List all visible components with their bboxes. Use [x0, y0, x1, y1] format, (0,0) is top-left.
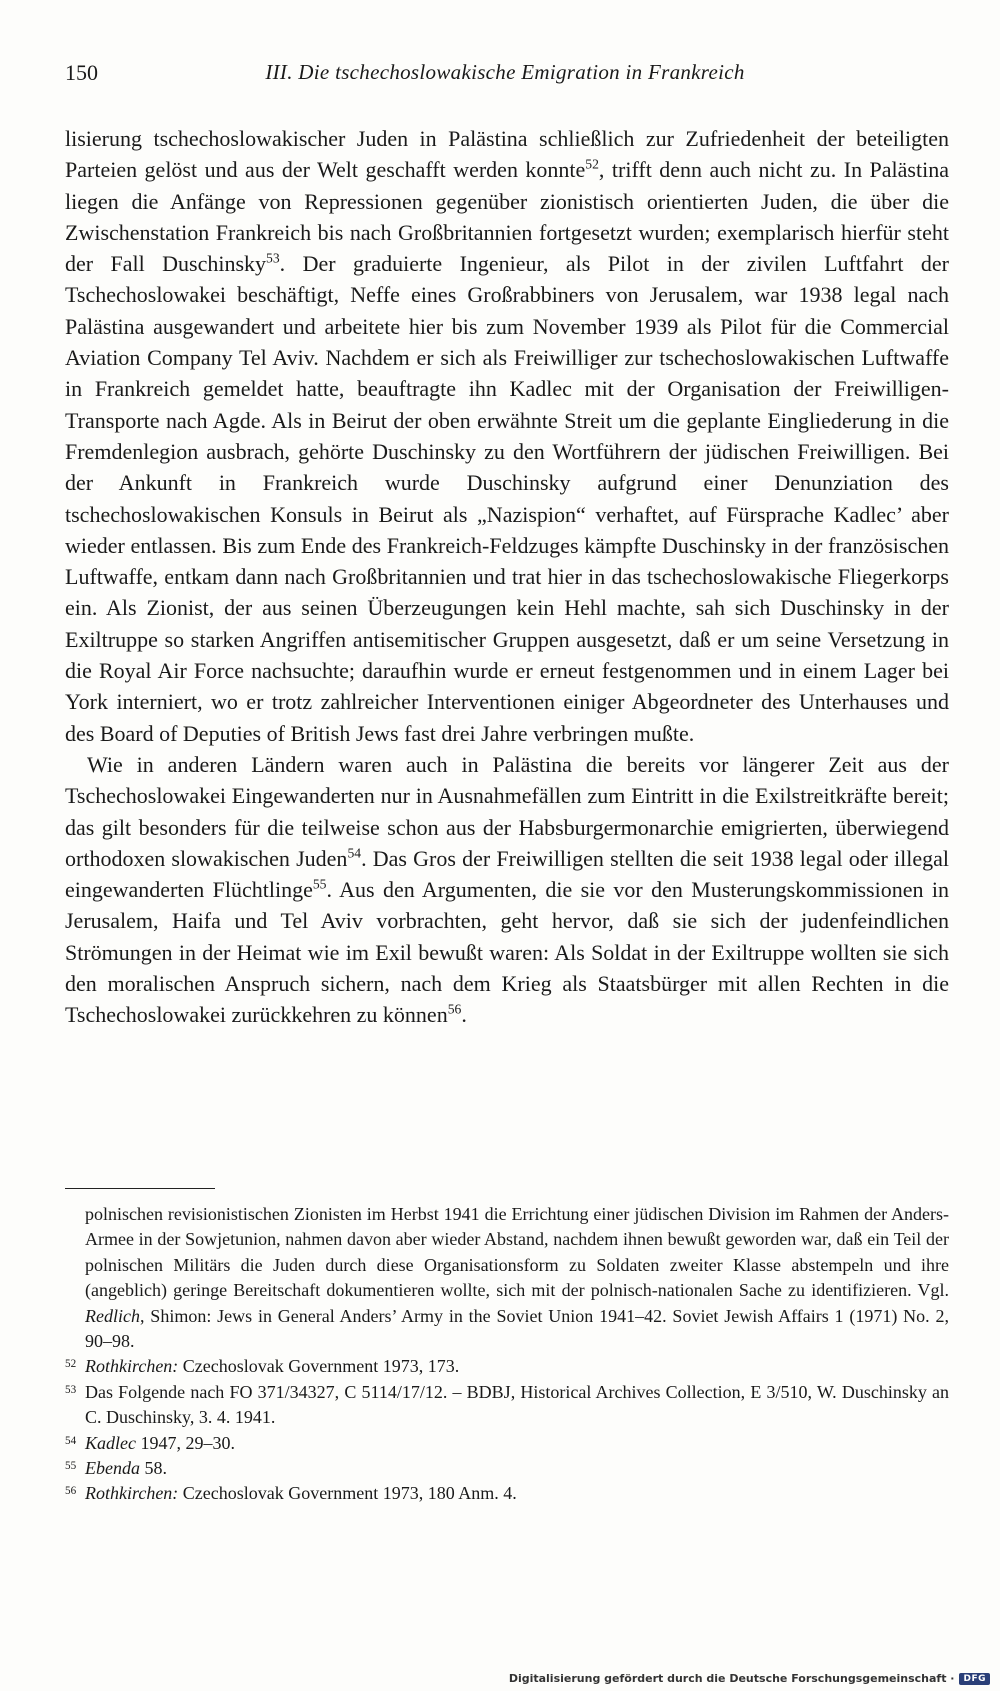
text-run: , trifft denn auch nicht zu. In Palästina liegen die Anfänge von Repressionen gegenüber zionistisch orientierten Juden, die über die Zwischenstation Frankreich bis nach Großbritannien fortgesetzt wurden; exemplarisch hierfür steht der Fall Duschinsky [65, 157, 949, 277]
footnote-number: 53 [65, 1383, 77, 1396]
footnote-55 [65, 1456, 949, 1481]
footnote-number: 55 [65, 1460, 77, 1473]
paragraph-2 [65, 749, 949, 1031]
author-name: Rothkirchen: [85, 1483, 179, 1504]
text-run: lisierung tschechoslowakischer Juden in Palästina schließlich zur Zufriedenheit der beteiligten Parteien gelöst und aus der Welt geschafft werden konnte [65, 126, 949, 183]
body-text [65, 123, 949, 1031]
text-run: . [461, 1002, 467, 1028]
footnote-divider [65, 1188, 215, 1189]
paragraph-1 [65, 123, 949, 749]
footnote-53 [65, 1380, 949, 1431]
footnote-number: 54 [65, 1434, 77, 1447]
text-run: Wie in anderen Ländern waren auch in Palästina die bereits vor längerer Zeit aus der Tschechoslowakei Eingewanderten nur in Ausnahmefällen zum Eintritt in die Exilstreitkräfte bereit; das gilt besonders für die teilweise schon aus der Habsburgermonarchie emigrierten, überwiegend orthodoxen slowakischen Juden [65, 751, 949, 871]
text-run: . Aus den Argumenten, die sie vor den Musterungskommissionen in Jerusalem, Haifa und Tel Aviv vorbrachten, geht hervor, daß sie sich der judenfeindlichen Strömungen in der Heimat wie im Exil bewußt waren: Als Soldat in der Exiltruppe wollten sie sich den moralischen Anspruch sichern, nach dem Krieg als Staatsbürger mit allen Rechten in die Tschechoslowakei zurückkehren zu können [65, 877, 949, 1028]
running-title: III. Die tschechoslowakische Emigration in Frankreich [265, 60, 745, 84]
footnote-ref-56[interactable]: 56 [447, 1001, 462, 1017]
author-name: Ebenda [85, 1458, 140, 1479]
footnote-number: 52 [65, 1358, 77, 1371]
text-run: . Das Gros der Freiwilligen stellten die seit 1938 legal oder illegal eingewanderten Flüchtlinge [65, 845, 949, 903]
author-name: Rothkirchen: [85, 1356, 179, 1377]
author-name: Redlich [85, 1305, 140, 1326]
text-run: . Der graduierte Ingenieur, als Pilot in der zivilen Luftfahrt der Tschechoslowakei beschäftigt, Neffe eines Großrabbiners von Jerusalem, war 1938 legal nach Palästina ausgewandert und arbeitete hier bis zum November 1939 als Pilot für die Commercial Aviation Company Tel Aviv. Nachdem er sich als Freiwilliger zur tschechoslowakischen Luftwaffe in Frankreich gemeldet hatte, beauftragte ihn Kadlec mit der Organisation der Freiwilligen-Transporte nach Agde. Als in Beirut der oben erwähnte Streit um die geplante Eingliederung in die Fremdenlegion ausbrach, gehörte Duschinsky zu den Wortführern der jüdischen Freiwilligen. Bei der Ankunft in Frankreich wurde Duschinsky aufgrund einer Denunziation des tschechoslowakischen Konsuls in Beirut als „Nazispion“ verhaftet, auf Fürsprache Kadlec’ aber wieder entlassen. Bis zum Ende des Frankreich-Feldzuges kämpfte Duschinsky in der französischen Luftwaffe, entkam dann nach Großbritannien und trat hier in das tschechoslowakische Fliegerkorps ein. Als Zionist, der aus seinen Überzeugungen kein Hehl machte, sah sich Duschinsky in der Exiltruppe so starken Angriffen antisemitischer Gruppen ausgesetzt, daß er um seine Versetzung in die Royal Air Force nachsuchte; daraufhin wurde er erneut festgenommen und in einem Lager bei York interniert, wo er trotz zahlreicher Interventionen einiger Abgeordneter des Unterhauses und des Board of Deputies of British Jews fast drei Jahre verbringen mußte. [65, 251, 950, 746]
text-run: , Shimon: Jews in General Anders’ Army in the Soviet Union 1941–42. Soviet Jewish Affairs 1 (1971) No. 2, 90–98. [85, 1305, 949, 1352]
footnote-ref-54[interactable]: 54 [347, 845, 362, 861]
footnotes [65, 1202, 949, 1507]
page-header [65, 60, 945, 94]
footnote-56 [65, 1481, 949, 1506]
footnote-ref-55[interactable]: 55 [312, 876, 327, 892]
text-run: polnischen revisionistischen Zionisten im Herbst 1941 die Errichtung einer jüdischen Division im Rahmen der Anders-Armee in der Sowjetunion, nahmen davon aber wieder Abstand, nachdem ihnen bewußt geworden war, daß ein Teil der polnischen Militärs die Juden durch diese Organisationsform zu Soldaten zweiter Klasse abstempeln und ihre (angeblich) geringe Bereitschaft dokumentieren wollte, sich mit der polnisch-nationalen Sache zu identifizieren. Vgl. [85, 1204, 949, 1301]
footnote-52 [65, 1354, 949, 1379]
author-name: Kadlec [85, 1432, 136, 1453]
footnote-text: Czechoslovak Government 1973, 180 Anm. 4. [178, 1483, 517, 1504]
footnote-ref-53[interactable]: 53 [266, 250, 280, 266]
footnote-continuation [65, 1202, 949, 1354]
footnote-number: 56 [65, 1485, 77, 1498]
page-number: 150 [65, 60, 98, 85]
footnote-text: 1947, 29–30. [136, 1432, 235, 1453]
footnote-text: Czechoslovak Government 1973, 173. [178, 1356, 460, 1377]
footnote-text: Das Folgende nach FO 371/34327, C 5114/17/12. – BDBJ, Historical Archives Collection, E 3/510, W. Duschinsky an C. Duschinsky, 3. 4. 1941. [85, 1381, 949, 1428]
footnote-ref-52[interactable]: 52 [585, 156, 599, 172]
dfg-logo-icon: DFG [959, 1673, 990, 1685]
footnote-54 [65, 1431, 949, 1456]
footnote-text: 58. [139, 1458, 167, 1479]
credit-text: Digitalisierung gefördert durch die Deutsche Forschungsgemeinschaft · [508, 1672, 955, 1685]
digitization-credit [509, 1672, 990, 1685]
